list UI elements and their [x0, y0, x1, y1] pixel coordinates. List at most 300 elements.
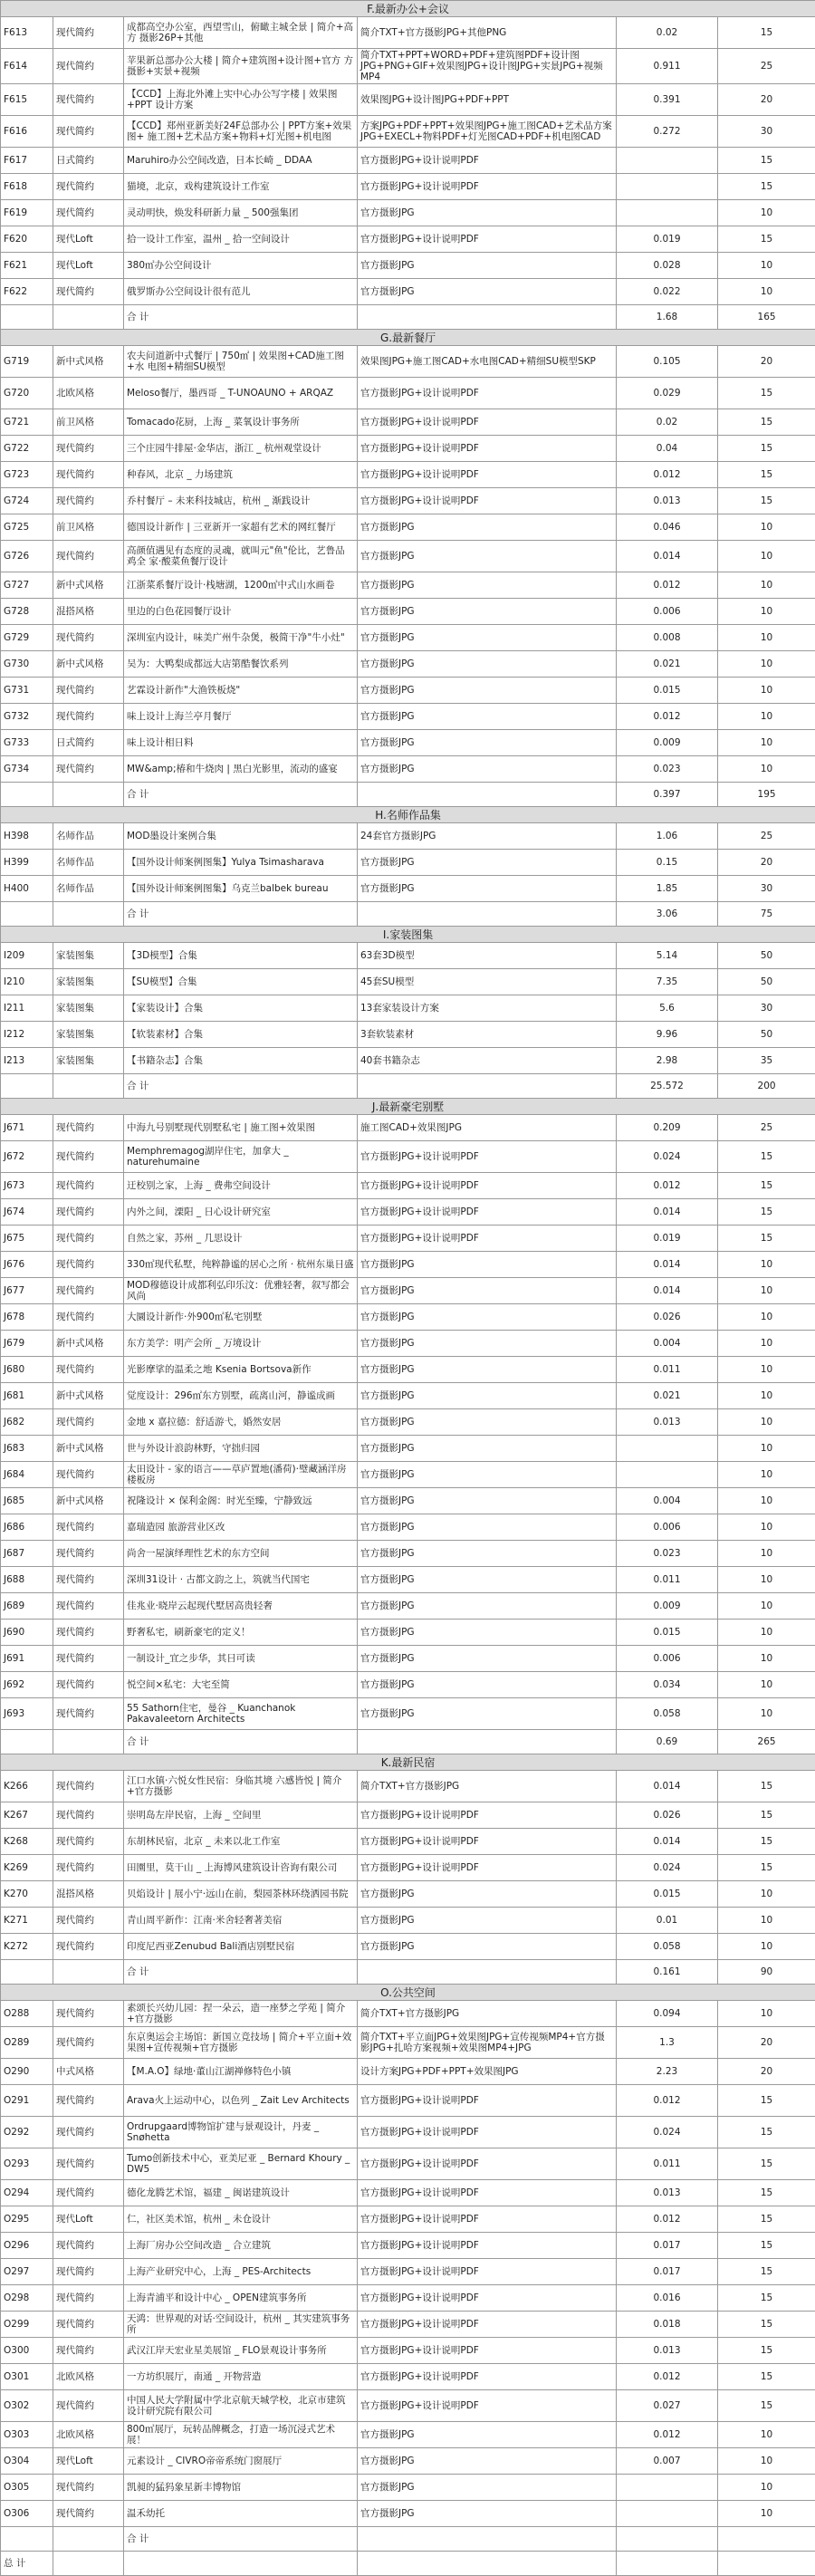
item-name: 味上设计上海兰亭月餐厅 — [124, 704, 358, 730]
table-row — [1, 1908, 815, 1934]
item-size: 0.013 — [617, 2180, 718, 2206]
item-style: 新中式风格 — [53, 346, 124, 378]
item-code: J671 — [1, 1115, 53, 1141]
item-content: 官方摄影JPG — [358, 2448, 617, 2475]
item-price: 15 — [718, 1226, 815, 1252]
item-price: 15 — [718, 409, 815, 436]
table-row — [1, 1199, 815, 1226]
item-style: 现代简约 — [53, 1908, 124, 1934]
item-size: 0.209 — [617, 1115, 718, 1141]
grand-total-row — [1, 2552, 815, 2576]
item-price: 10 — [718, 2448, 815, 2475]
item-content: 官方摄影JPG — [358, 651, 617, 678]
item-style: 北欧风格 — [53, 378, 124, 409]
item-code: J684 — [1, 1462, 53, 1488]
item-code: I213 — [1, 1048, 53, 1074]
item-price: 10 — [718, 678, 815, 704]
item-content: 官方摄影JPG+设计说明PDF — [358, 2285, 617, 2312]
item-price: 15 — [718, 148, 815, 174]
grand-total-empty-cell — [718, 2552, 815, 2576]
item-content: 官方摄影JPG+设计说明PDF — [358, 436, 617, 462]
item-name: 素颂长兴幼儿园：捏一朵云，造一座梦之学苑 | 简介+官方摄影 — [124, 2001, 358, 2027]
item-name: 贝焰设计 | 展小宁·远山在前，梨园茶林环绕洒园书院 — [124, 1881, 358, 1908]
item-style: 现代简约 — [53, 1934, 124, 1960]
table-row — [1, 1855, 815, 1881]
item-name: 元素设计 _ CIVRO帝帝系统门窗展厅 — [124, 2448, 358, 2475]
item-name: 祝隆设计 × 保利金阁：时光至臻，宁静致远 — [124, 1488, 358, 1514]
item-name: 【软装素材】合集 — [124, 1022, 358, 1048]
item-size: 0.018 — [617, 2312, 718, 2338]
item-name: 三个庄园牛排屋·金华店，浙江 _ 杭州观堂设计 — [124, 436, 358, 462]
item-style: 现代Loft — [53, 253, 124, 279]
item-style: 家装图集 — [53, 1022, 124, 1048]
item-size: 0.014 — [617, 1771, 718, 1802]
item-content: 官方摄影JPG — [358, 1541, 617, 1567]
item-content: 官方摄影JPG+设计说明PDF — [358, 2117, 617, 2148]
section-header-row — [1, 807, 815, 823]
item-code: J689 — [1, 1593, 53, 1620]
item-size: 0.013 — [617, 1409, 718, 1436]
item-style: 现代Loft — [53, 2448, 124, 2475]
item-code: G730 — [1, 651, 53, 678]
item-content: 官方摄影JPG+设计说明PDF — [358, 2390, 617, 2422]
table-row — [1, 2285, 815, 2312]
item-style: 现代简约 — [53, 2501, 124, 2527]
table-row — [1, 1541, 815, 1567]
item-price: 10 — [718, 1488, 815, 1514]
item-name: 悦空间×私宅：大宅至简 — [124, 1672, 358, 1698]
item-style: 家装图集 — [53, 1048, 124, 1074]
item-content: 官方摄影JPG+设计说明PDF — [358, 2085, 617, 2117]
item-content: 3套软装素材 — [358, 1022, 617, 1048]
item-style: 混搭风格 — [53, 599, 124, 625]
item-style: 现代简约 — [53, 1173, 124, 1199]
table-row — [1, 1462, 815, 1488]
item-size: 0.105 — [617, 346, 718, 378]
item-content: 官方摄影JPG — [358, 678, 617, 704]
item-price: 10 — [718, 756, 815, 783]
item-size: 1.3 — [617, 2027, 718, 2059]
item-style: 中式风格 — [53, 2059, 124, 2085]
item-style: 现代简约 — [53, 2085, 124, 2117]
item-code: I212 — [1, 1022, 53, 1048]
item-name: 【CCD】郑州亚新美好24F总部办公 | PPT方案+效果图+ 施工图+艺术品方案+物料+灯光图+机电图 — [124, 116, 358, 148]
table-row — [1, 1802, 815, 1829]
item-content: 官方摄影JPG+设计说明PDF — [358, 378, 617, 409]
section-title: K.最新民宿 — [1, 1754, 815, 1771]
table-row — [1, 2206, 815, 2233]
item-size: 0.028 — [617, 253, 718, 279]
item-size: 0.014 — [617, 1829, 718, 1855]
item-content: 官方摄影JPG — [358, 2422, 617, 2448]
item-content: 官方摄影JPG — [358, 1357, 617, 1383]
item-size: 0.02 — [617, 17, 718, 49]
item-size: 0.012 — [617, 704, 718, 730]
item-name: 艺霖设计新作"大渔铁板烧" — [124, 678, 358, 704]
item-price: 15 — [718, 174, 815, 200]
item-style: 家装图集 — [53, 969, 124, 995]
item-code: O296 — [1, 2233, 53, 2259]
item-name: 农夫问道新中式餐厅 | 750㎡ | 效果图+CAD施工图+水 电图+精细SU模型 — [124, 346, 358, 378]
item-size — [617, 2475, 718, 2501]
table-row — [1, 1383, 815, 1409]
total-empty-cell — [358, 783, 617, 807]
item-code: G726 — [1, 541, 53, 572]
item-name: 中国人民大学附属中学北京航天城学校，北京市建筑设计研究院有限公司 — [124, 2390, 358, 2422]
item-style: 现代简约 — [53, 2001, 124, 2027]
item-name: 田園里，莫干山 _ 上海博风建筑设计咨询有限公司 — [124, 1855, 358, 1881]
table-row — [1, 1331, 815, 1357]
section-total-row — [1, 902, 815, 927]
item-name: 武汉江岸天宏业星美展馆 _ FLO景观设计事务所 — [124, 2338, 358, 2364]
table-row — [1, 2001, 815, 2027]
table-row — [1, 253, 815, 279]
item-content: 官方摄影JPG — [358, 1462, 617, 1488]
item-style: 现代简约 — [53, 1462, 124, 1488]
item-style: 现代简约 — [53, 1304, 124, 1331]
total-size: 0.161 — [617, 1960, 718, 1985]
section-header-row — [1, 1, 815, 17]
item-price: 10 — [718, 1698, 815, 1730]
section-title: J.最新豪宅别墅 — [1, 1099, 815, 1115]
item-name: 金地 x 嘉拉德：舒适游弋，婚然安居 — [124, 1409, 358, 1436]
total-price — [718, 2527, 815, 2552]
total-empty-cell — [1, 1960, 53, 1985]
item-style: 前卫风格 — [53, 409, 124, 436]
item-name: MOD穆德设计成都利弘印乐汶：优雅轻奢，叙写都会风尚 — [124, 1278, 358, 1304]
item-code: F615 — [1, 84, 53, 116]
item-style: 新中式风格 — [53, 651, 124, 678]
table-row — [1, 1304, 815, 1331]
item-price: 10 — [718, 1514, 815, 1541]
item-content: 40套书籍杂志 — [358, 1048, 617, 1074]
item-price: 10 — [718, 279, 815, 305]
item-style: 名师作品 — [53, 876, 124, 902]
item-name: 【书籍杂志】合集 — [124, 1048, 358, 1074]
item-content: 官方摄影JPG — [358, 1881, 617, 1908]
item-size: 0.006 — [617, 1646, 718, 1672]
item-price: 15 — [718, 2148, 815, 2180]
table-row — [1, 599, 815, 625]
section-total-row — [1, 305, 815, 330]
item-price: 15 — [718, 2206, 815, 2233]
item-price: 15 — [718, 2338, 815, 2364]
item-code: O293 — [1, 2148, 53, 2180]
table-row — [1, 1567, 815, 1593]
table-row — [1, 462, 815, 488]
item-size: 0.008 — [617, 625, 718, 651]
item-size: 0.024 — [617, 2117, 718, 2148]
item-content: 官方摄影JPG — [358, 1908, 617, 1934]
section-header-row — [1, 330, 815, 346]
item-size: 0.094 — [617, 2001, 718, 2027]
table-row — [1, 514, 815, 541]
item-name: 380㎡办公空间设计 — [124, 253, 358, 279]
item-price: 10 — [718, 541, 815, 572]
item-content: 官方摄影JPG+设计说明PDF — [358, 148, 617, 174]
item-name: 迂校别之家，上海 _ 费弗空间设计 — [124, 1173, 358, 1199]
item-price: 15 — [718, 1199, 815, 1226]
item-name: 内外之间，溧阳 _ 日心设计研究室 — [124, 1199, 358, 1226]
item-price: 15 — [718, 436, 815, 462]
item-style: 现代简约 — [53, 2475, 124, 2501]
item-size: 0.014 — [617, 541, 718, 572]
table-row — [1, 84, 815, 116]
item-size: 0.391 — [617, 84, 718, 116]
table-row — [1, 1488, 815, 1514]
item-size: 0.017 — [617, 2259, 718, 2285]
item-size: 0.01 — [617, 1908, 718, 1934]
item-code: G724 — [1, 488, 53, 514]
item-style: 现代简约 — [53, 1646, 124, 1672]
item-price: 15 — [718, 2390, 815, 2422]
item-name: 佳兆业·晓岸云起现代墅居高贵轻奢 — [124, 1593, 358, 1620]
item-content: 简介TXT+平立面JPG+效果图JPG+宣传视频MP4+官方摄影JPG+扎哈方案视频+效果图MP4+JPG — [358, 2027, 617, 2059]
total-empty-cell — [53, 305, 124, 330]
total-price: 75 — [718, 902, 815, 927]
item-code: O306 — [1, 2501, 53, 2527]
item-style: 家装图集 — [53, 995, 124, 1022]
item-style: 北欧风格 — [53, 2422, 124, 2448]
item-size — [617, 148, 718, 174]
total-empty-cell — [1, 305, 53, 330]
item-content: 官方摄影JPG+设计说明PDF — [358, 2312, 617, 2338]
item-code: G728 — [1, 599, 53, 625]
item-code: F617 — [1, 148, 53, 174]
item-size: 0.009 — [617, 1593, 718, 1620]
item-style: 现代简约 — [53, 1593, 124, 1620]
table-row — [1, 1881, 815, 1908]
table-row — [1, 969, 815, 995]
item-style: 新中式风格 — [53, 572, 124, 599]
total-empty-cell — [1, 2527, 53, 2552]
table-row — [1, 1173, 815, 1199]
item-style: 现代简约 — [53, 2338, 124, 2364]
item-price: 20 — [718, 346, 815, 378]
item-style: 现代简约 — [53, 462, 124, 488]
item-size: 0.058 — [617, 1698, 718, 1730]
item-size: 2.98 — [617, 1048, 718, 1074]
item-size: 0.006 — [617, 1514, 718, 1541]
item-price: 10 — [718, 1672, 815, 1698]
item-price: 10 — [718, 625, 815, 651]
item-style: 现代简约 — [53, 1698, 124, 1730]
item-style: 现代简约 — [53, 756, 124, 783]
item-size: 0.15 — [617, 850, 718, 876]
item-code: K266 — [1, 1771, 53, 1802]
item-price: 15 — [718, 1802, 815, 1829]
item-style: 现代简约 — [53, 2180, 124, 2206]
section-title: I.家装图集 — [1, 927, 815, 943]
item-name: 苹果新总部办公大楼 | 简介+建筑图+设计图+官方 方摄影+实景+视频 — [124, 49, 358, 84]
item-content: 官方摄影JPG — [358, 572, 617, 599]
item-name: 青山周平新作：江南·米舍轻奢著美宿 — [124, 1908, 358, 1934]
item-code: K269 — [1, 1855, 53, 1881]
item-name: 上海青浦平和设计中心 _ OPEN建筑事务所 — [124, 2285, 358, 2312]
item-name: 55 Sathorn住宅，曼谷 _ Kuanchanok Pakavaleetorn Architects — [124, 1698, 358, 1730]
item-price: 10 — [718, 704, 815, 730]
table-row — [1, 1829, 815, 1855]
item-code: J678 — [1, 1304, 53, 1331]
item-name: 嘉瑞造园 旅游营业区改 — [124, 1514, 358, 1541]
item-content: 官方摄影JPG — [358, 1304, 617, 1331]
table-row — [1, 226, 815, 253]
item-size: 0.019 — [617, 226, 718, 253]
item-price: 30 — [718, 116, 815, 148]
item-content: 官方摄影JPG — [358, 253, 617, 279]
item-style: 现代简约 — [53, 49, 124, 84]
table-row — [1, 2475, 815, 2501]
item-content: 官方摄影JPG+设计说明PDF — [358, 409, 617, 436]
item-size: 0.011 — [617, 2148, 718, 2180]
table-row — [1, 1436, 815, 1462]
section-header-row — [1, 927, 815, 943]
item-style: 新中式风格 — [53, 1383, 124, 1409]
item-content: 官方摄影JPG+设计说明PDF — [358, 1173, 617, 1199]
table-row — [1, 678, 815, 704]
item-price: 15 — [718, 488, 815, 514]
section-total-row — [1, 2527, 815, 2552]
item-style: 现代简约 — [53, 1620, 124, 1646]
item-price: 10 — [718, 1409, 815, 1436]
item-name: 猫境，北京，戏构建筑设计工作室 — [124, 174, 358, 200]
item-content: 官方摄影JPG — [358, 876, 617, 902]
table-row — [1, 541, 815, 572]
item-price: 20 — [718, 2027, 815, 2059]
item-code: J687 — [1, 1541, 53, 1567]
table-row — [1, 436, 815, 462]
item-style: 现代简约 — [53, 625, 124, 651]
item-code: I210 — [1, 969, 53, 995]
item-price: 15 — [718, 2259, 815, 2285]
table-row — [1, 1115, 815, 1141]
item-size: 0.014 — [617, 1199, 718, 1226]
item-style: 现代简约 — [53, 1672, 124, 1698]
item-content: 官方摄影JPG+设计说明PDF — [358, 488, 617, 514]
item-code: J690 — [1, 1620, 53, 1646]
item-code: J685 — [1, 1488, 53, 1514]
table-row — [1, 1048, 815, 1074]
total-label: 合 计 — [124, 902, 358, 927]
table-row — [1, 2059, 815, 2085]
item-content: 官方摄影JPG+设计说明PDF — [358, 1855, 617, 1881]
item-name: 江口水镇·六悦女性民宿：身临其境 六感皆悦 | 简介+官方摄影 — [124, 1771, 358, 1802]
item-code: O301 — [1, 2364, 53, 2390]
item-style: 现代Loft — [53, 226, 124, 253]
item-size: 0.021 — [617, 651, 718, 678]
item-name: 一制设计_宜之步华，其日可读 — [124, 1646, 358, 1672]
item-code: G721 — [1, 409, 53, 436]
item-content: 官方摄影JPG+设计说明PDF — [358, 1141, 617, 1173]
item-size: 1.85 — [617, 876, 718, 902]
grand-total-empty-cell — [53, 2552, 124, 2576]
item-size: 0.272 — [617, 116, 718, 148]
item-style: 现代简约 — [53, 1541, 124, 1567]
item-price: 15 — [718, 2117, 815, 2148]
item-price: 20 — [718, 2059, 815, 2085]
item-name: Tumo创新技术中心，亚美尼亚 _ Bernard Khoury _ DW5 — [124, 2148, 358, 2180]
item-price: 20 — [718, 850, 815, 876]
item-content: 官方摄影JPG — [358, 1672, 617, 1698]
item-style: 现代简约 — [53, 436, 124, 462]
item-style: 新中式风格 — [53, 1436, 124, 1462]
item-name: 吴为：大鸭梨成都远大店第酷餐饮系列 — [124, 651, 358, 678]
item-style: 现代简约 — [53, 1199, 124, 1226]
item-content: 官方摄影JPG — [358, 1383, 617, 1409]
item-style: 现代简约 — [53, 1115, 124, 1141]
table-row — [1, 1357, 815, 1383]
table-row — [1, 1620, 815, 1646]
item-content: 官方摄影JPG+设计说明PDF — [358, 1226, 617, 1252]
item-name: 仁，社区美术馆，杭州 _ 未仓设计 — [124, 2206, 358, 2233]
item-size: 2.23 — [617, 2059, 718, 2085]
section-title: F.最新办公+会议 — [1, 1, 815, 17]
item-code: O291 — [1, 2085, 53, 2117]
item-size: 0.012 — [617, 2422, 718, 2448]
total-empty-cell — [358, 902, 617, 927]
table-row — [1, 651, 815, 678]
item-price: 30 — [718, 876, 815, 902]
item-style: 日式简约 — [53, 148, 124, 174]
table-row — [1, 876, 815, 902]
item-name: 上海产业研究中心，上海 _ PES-Architects — [124, 2259, 358, 2285]
item-style: 现代简约 — [53, 2312, 124, 2338]
item-style: 现代简约 — [53, 2390, 124, 2422]
table-row — [1, 346, 815, 378]
item-content: 官方摄影JPG — [358, 1278, 617, 1304]
item-size: 0.004 — [617, 1488, 718, 1514]
table-row — [1, 823, 815, 850]
item-price: 15 — [718, 2312, 815, 2338]
item-size: 0.015 — [617, 1881, 718, 1908]
item-price: 10 — [718, 1383, 815, 1409]
item-size — [617, 1462, 718, 1488]
item-price: 10 — [718, 1881, 815, 1908]
total-label: 合 计 — [124, 2527, 358, 2552]
item-code: O292 — [1, 2117, 53, 2148]
table-row — [1, 1771, 815, 1802]
item-size: 0.011 — [617, 1567, 718, 1593]
item-size: 0.009 — [617, 730, 718, 756]
table-row — [1, 1672, 815, 1698]
item-code: K268 — [1, 1829, 53, 1855]
item-code: G734 — [1, 756, 53, 783]
item-code: G719 — [1, 346, 53, 378]
item-content: 官方摄影JPG+设计说明PDF — [358, 462, 617, 488]
table-row — [1, 279, 815, 305]
item-name: 天鸿：世界观的对话·空间设计，杭州 _ 其实建筑事务所 — [124, 2312, 358, 2338]
item-code: H399 — [1, 850, 53, 876]
item-size — [617, 174, 718, 200]
item-code: O305 — [1, 2475, 53, 2501]
item-content: 官方摄影JPG — [358, 1934, 617, 1960]
item-name: 灵动明快，焕发科研新力量 _ 500强集团 — [124, 200, 358, 226]
item-code: F614 — [1, 49, 53, 84]
item-content: 45套SU模型 — [358, 969, 617, 995]
item-content: 24套官方摄影JPG — [358, 823, 617, 850]
item-size: 0.026 — [617, 1802, 718, 1829]
item-size: 5.14 — [617, 943, 718, 969]
table-row — [1, 2422, 815, 2448]
table-row — [1, 409, 815, 436]
item-name: 800㎡展厅，玩转品牌概念，打造一场沉浸式艺术展！ — [124, 2422, 358, 2448]
table-row — [1, 200, 815, 226]
grand-total-label: 总 计 — [1, 2552, 53, 2576]
section-title: H.名师作品集 — [1, 807, 815, 823]
item-style: 现代简约 — [53, 2148, 124, 2180]
item-code: O300 — [1, 2338, 53, 2364]
item-name: 世与外设计浪韵林野，守拙归园 — [124, 1436, 358, 1462]
